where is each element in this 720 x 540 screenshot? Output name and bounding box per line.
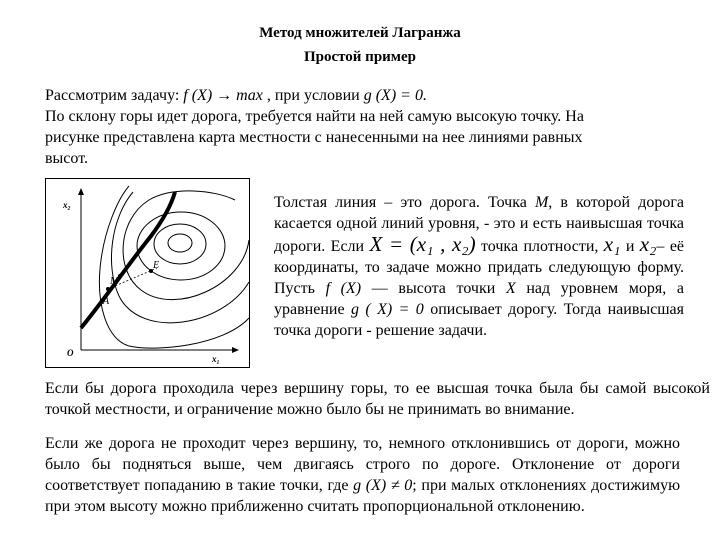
objective-formula: f (X) → max (183, 87, 263, 104)
point-M-ref: M (534, 194, 549, 211)
page-title: Метод множителей Лагранжа (259, 25, 461, 41)
road-explanation-paragraph: Толстая линия – это дорога. Точка M, в которой дорога касается одной линий уровня, - это и есть наивысшая точка дороги. Если X = (x₁ , x₂) точка плотности, x₁ и x₂– её координаты, то задаче можно придать следующую форму. Пусть f (X) — высота точки X над уровнем моря, а уравнение g ( X) = 0 описывает дорогу. Тогда наивысшая точка дороги - решение задачи. (274, 194, 685, 339)
level-curve-1 (168, 234, 192, 252)
point-X-ref: X (505, 280, 516, 297)
road-equation: g ( X) = 0 (350, 301, 424, 318)
constraint-formula: g (X) = 0. (363, 87, 427, 104)
nonzero-constraint-formula: g (X) ≠ 0 (353, 477, 413, 494)
point-A (106, 287, 110, 291)
figure-border (46, 179, 250, 368)
origin-label: O (67, 348, 74, 358)
point-A-label: A (103, 296, 110, 307)
contour-map-figure (45, 178, 250, 368)
level-curves (99, 186, 249, 348)
level-curve-2 (154, 224, 206, 264)
y-axis-label: x₂ (63, 200, 71, 210)
intro-paragraph (45, 85, 673, 169)
point-M (118, 274, 122, 278)
point-coordinates-formula: X = (x₁ , x₂) (369, 232, 476, 256)
height-function: f (X) (325, 280, 362, 297)
deviation-paragraph: Если же дорога не проходит через вершину, то, немного отклонившись от дороги, можно было бы подняться выше, чем двигаясь строго по дороге. Отклонение от дороги соответствует попаданию в такие точки, где g (X) ≠ 0; при малых отклонениях достижимую при этом высоту можно приближенно считать пропорциональной отклонению. (45, 435, 681, 515)
y-axis-arrow (78, 188, 84, 195)
intro-line-2: По склону горы идет дорога, требуется найти на ней самую высокую точку. На (45, 108, 584, 125)
x2-symbol: x₂ (639, 232, 657, 256)
point-E-label: E (153, 260, 160, 271)
intro-line-1: Рассмотрим задачу: f (X) → max , при условии g (X) = 0. (45, 87, 427, 104)
x-axis-label: x₁ (212, 354, 220, 364)
intro-line-3: рисунке представлена карта местности с нанесенными на нее линиями равных (45, 129, 583, 146)
point-M-label: M (110, 276, 119, 287)
x1-symbol: x₁ (603, 232, 621, 256)
page-subtitle: Простой пример (303, 49, 417, 65)
x-axis-arrow (232, 347, 239, 353)
intro-line-4: высот. (45, 150, 88, 167)
summit-paragraph: Если бы дорога проходила через вершину горы, то ее высшая точка была бы самой высокой точкой местности, и ограничение можно было бы не принимать во внимание. (45, 380, 710, 418)
